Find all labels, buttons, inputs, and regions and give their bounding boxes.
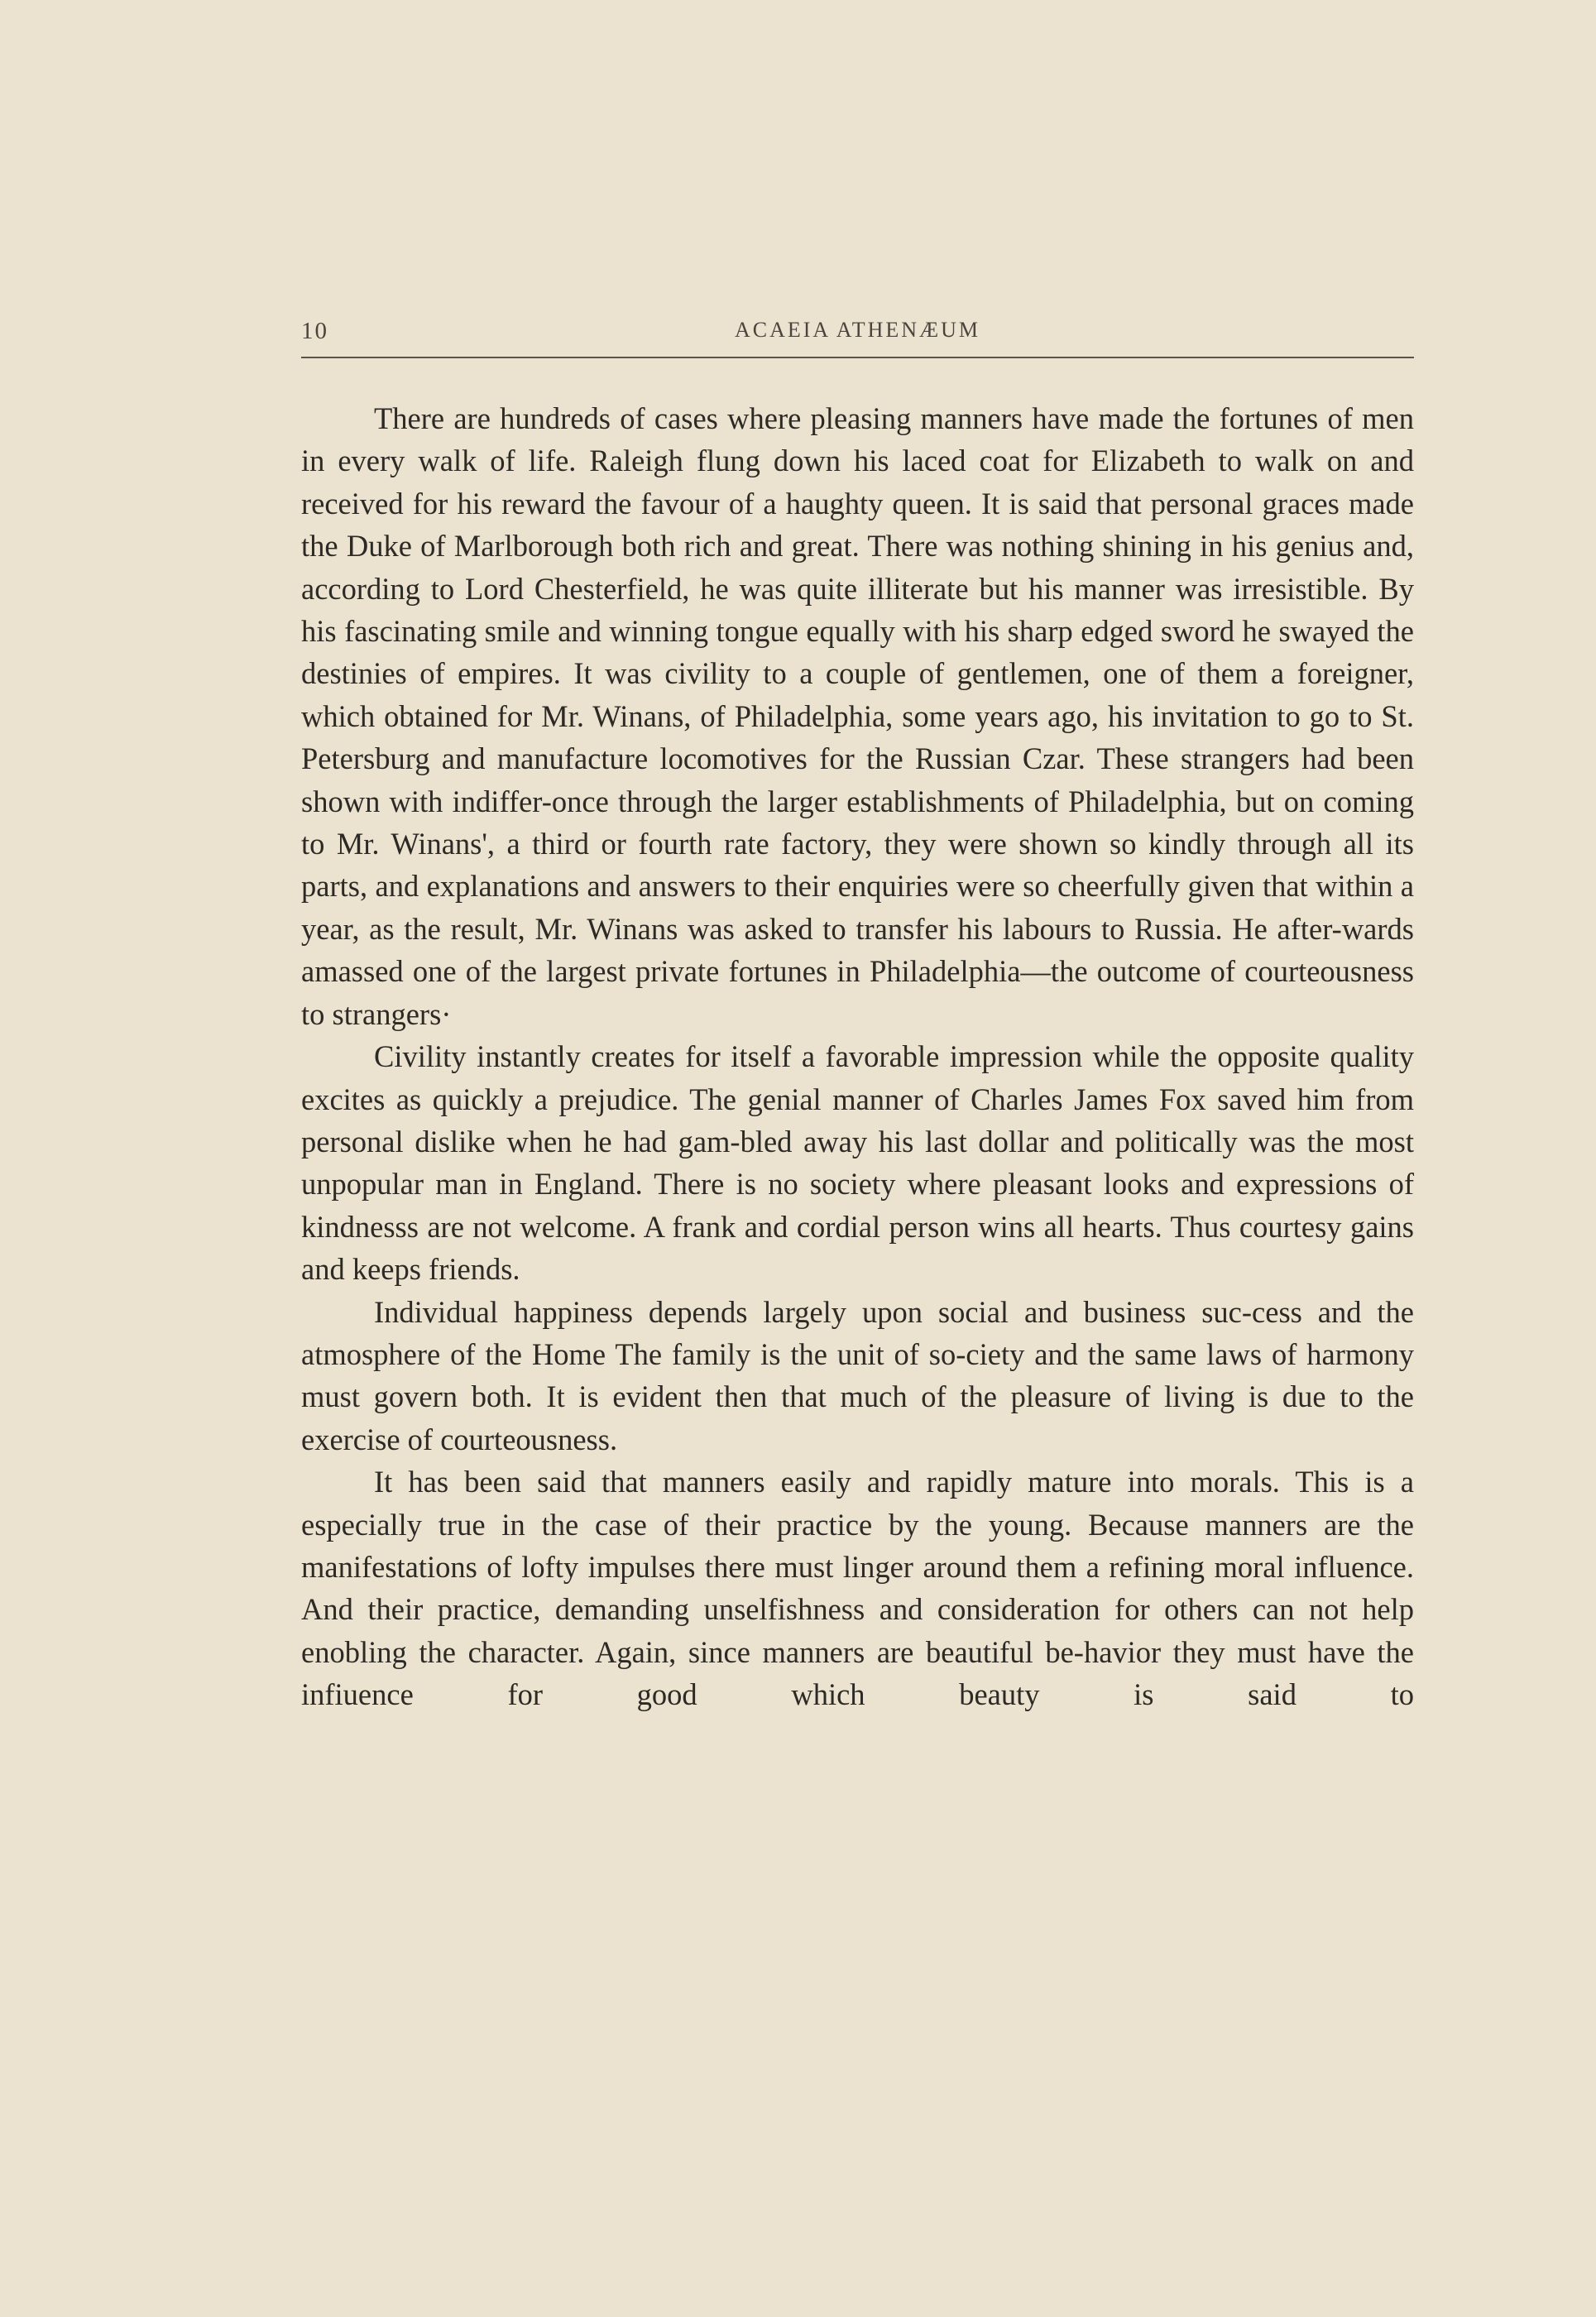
article-body [301, 397, 1414, 1716]
page-number: 10 [301, 318, 328, 344]
running-title: ACAEIA ATHENÆUM [734, 318, 981, 342]
header-rule [301, 357, 1414, 358]
paragraph: Individual happiness depends largely upon social and business suc-cess and the atmosphere of the Home The family is the unit of so-ciety and the same laws of harmony must govern both. It is evident then that much of the pleasure of living is due to the exercise of courteousness. [301, 1294, 1414, 1456]
paragraph: Civility instantly creates for itself a favorable impression while the opposite quality excites as quickly a prejudice. The genial manner of Charles James Fox saved him from personal dislike when he had gam-bled away his last dollar and politically was the most unpopular man in England. There is no society where pleasant looks and expressions of kindnesss are not welcome. A frank and cordial person wins all hearts. Thus courtesy gains and keeps friends. [301, 1039, 1414, 1287]
paragraph: There are hundreds of cases where pleasing manners have made the fortunes of men in every walk of life. Raleigh flung down his laced coat for Elizabeth to walk on and received for his reward the favour of a haughty queen. It is said that personal graces made the Duke of Marlborough both rich and great. There was nothing shining in his genius and, according to Lord Chesterfield, he was quite illiterate but his manner was irresistible. By his fascinating smile and winning tongue equally with his sharp edged sword he swayed the destinies of empires. It was civility to a couple of gentlemen, one of them a foreigner, which obtained for Mr. Winans, of Philadelphia, some years ago, his invitation to go to St. Petersburg and manufacture locomotives for the Russian Czar. These strangers had been shown with indiffer-once through the larger establishments of Philadelphia, but on coming to Mr. Winans', a third or fourth rate factory, they were shown so kindly through all its parts, and explanations and answers to their enquiries were so cheerfully given that within a year, as the result, Mr. Winans was asked to transfer his labours to Russia. He after-wards amassed one of the largest private fortunes in Philadelphia—the outcome of courteousness to strangers· [301, 401, 1414, 1031]
paragraph: It has been said that manners easily and rapidly mature into morals. This is a especially true in the case of their practice by the young. Because manners are the manifestations of lofty impulses there must linger around them a refining moral influence. And their practice, demanding unselfishness and consideration for others can not help enobling the character. Again, since manners are beautiful be-havior they must have the infiuence for good which beauty is said to [301, 1465, 1414, 1712]
page-header [301, 313, 1414, 356]
